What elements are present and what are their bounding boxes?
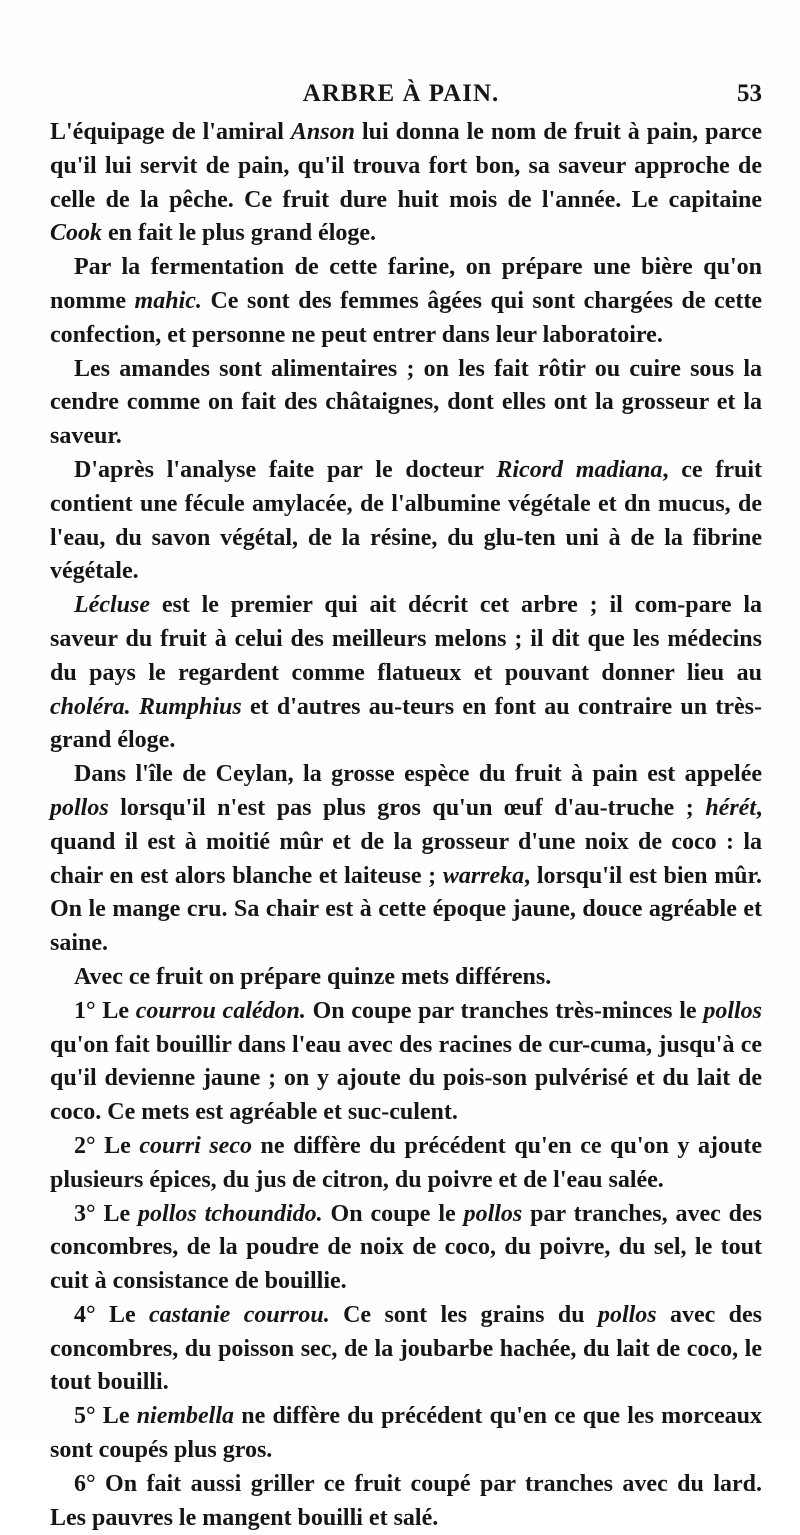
page-body xyxy=(50,116,762,1535)
italic-text: Ricord madiana xyxy=(496,456,663,483)
text-run: 5° Le xyxy=(74,1403,137,1430)
paragraph xyxy=(50,1198,762,1299)
text-run xyxy=(131,694,139,720)
italic-text: Rumphius xyxy=(138,693,242,720)
text-run: , lorsqu'il est bien mûr. On le mange cru. Sa chair est à cette époque jaune, douce agréable et saine. xyxy=(50,862,762,957)
paragraph xyxy=(50,454,762,589)
italic-text: pollos xyxy=(463,1200,523,1227)
text-run: L'équipage de l'amiral xyxy=(50,119,291,145)
italic-text: niembella xyxy=(136,1403,235,1430)
italic-text: courrou calédon. xyxy=(135,997,306,1024)
text-run: par tranches, avec des concombres, de la poudre de noix de coco, du poivre, du sel, le tout cuit à consistance de bouillie. xyxy=(50,1200,763,1295)
text-run: avec des concombres, du poisson sec, de la joubarbe hachée, du lait de coco, le tout bouilli. xyxy=(50,1301,763,1396)
italic-text: Anson xyxy=(290,119,355,145)
text-run: est le premier qui ait décrit cet arbre ; il com-pare la saveur du fruit à celui des meilleurs melons ; il dit que les médecins du pays le regardent comme flatueux et pouvant donner lieu au xyxy=(50,592,762,686)
text-run: 6° On fait aussi griller ce fruit coupé par tranches avec du lard. Les pauvres le mangent bouilli et salé. xyxy=(50,1470,762,1531)
paragraph xyxy=(50,961,762,995)
italic-text: pollos xyxy=(597,1301,657,1328)
text-run: On coupe le xyxy=(322,1200,464,1227)
italic-text: pollos xyxy=(703,997,762,1024)
text-run: ne diffère du précédent qu'en ce qu'on y ajoute plusieurs épices, du jus de citron, du poivre et de l'eau salée. xyxy=(50,1132,762,1193)
italic-text: castanie courrou. xyxy=(149,1301,330,1328)
text-run: 3° Le xyxy=(74,1200,139,1227)
page-header xyxy=(40,80,762,112)
text-run: 4° Le xyxy=(74,1301,149,1328)
paragraph xyxy=(50,589,762,758)
italic-text: mahic. xyxy=(134,287,202,314)
italic-text: choléra. xyxy=(50,693,131,720)
paragraph xyxy=(50,353,762,454)
page-number: 53 xyxy=(737,80,762,107)
paragraph xyxy=(50,1468,762,1535)
text-run: lui donna le nom de fruit à pain, parce qu'il lui servit de pain, qu'il trouva fort bon, sa saveur approche de celle de la pêche. Ce fruit dure huit mois de l'année. Le capitaine xyxy=(50,119,762,213)
running-title: ARBRE À PAIN. xyxy=(302,80,500,107)
text-run: Dans l'île de Ceylan, la grosse espèce du fruit à pain est appelée xyxy=(74,761,762,788)
italic-text: hérét xyxy=(705,794,756,821)
text-run: , ce fruit contient une fécule amylacée, de l'albumine végétale et dn mucus, de l'eau, du savon végétal, de la résine, du glu-ten uni à de la fibrine végétale. xyxy=(50,456,762,585)
paragraph xyxy=(50,758,762,961)
text-run: en fait le plus grand éloge. xyxy=(102,220,377,247)
text-run: Par la fermentation de cette farine, on prépare une bière qu'on nomme xyxy=(50,254,762,314)
paragraph xyxy=(50,1130,762,1198)
italic-text: Lécluse xyxy=(74,592,150,619)
text-run: Ce sont les grains du xyxy=(329,1301,598,1328)
italic-text: warreka xyxy=(442,862,525,889)
paragraph xyxy=(50,251,762,352)
text-run: et d'autres au-teurs en font au contraire un très-grand éloge. xyxy=(50,693,762,754)
text-run: 1° Le xyxy=(74,997,136,1024)
text-run: 2° Le xyxy=(74,1132,140,1159)
text-run: ne diffère du précédent qu'en ce que les morceaux sont coupés plus gros. xyxy=(50,1403,762,1464)
paragraph xyxy=(50,116,762,251)
text-run: D'après l'analyse faite par le docteur xyxy=(74,456,497,483)
italic-text: Cook xyxy=(50,220,103,247)
text-run: qu'on fait bouillir dans l'eau avec des racines de cur-cuma, jusqu'à ce qu'il devienne jaune ; on y ajoute du pois-son pulvérisé et du lait de coco. Ce mets est agréable et suc-culent. xyxy=(50,1031,762,1126)
text-run: Ce sont des femmes âgées qui sont chargées de cette confection, et personne ne peut entrer dans leur laboratoire. xyxy=(50,287,762,348)
italic-text: pollos tchoundido. xyxy=(138,1200,323,1227)
text-run: , quand il est à moitié mûr et de la grosseur d'une noix de coco : la chair en est alors blanche et laiteuse ; xyxy=(50,794,762,889)
italic-text: pollos xyxy=(50,794,109,821)
paragraph xyxy=(50,1400,762,1468)
text-run: Avec ce fruit on prépare quinze mets différens. xyxy=(74,963,552,990)
paragraph xyxy=(50,995,762,1130)
text-run: Les amandes sont alimentaires ; on les fait rôtir ou cuire sous la cendre comme on fait des châtaignes, dont elles ont la grosseur et la saveur. xyxy=(50,355,762,450)
text-run: On coupe par tranches très-minces le xyxy=(305,997,704,1024)
italic-text: courri seco xyxy=(139,1132,252,1159)
paragraph xyxy=(50,1299,762,1400)
text-run: lorsqu'il n'est pas plus gros qu'un œuf d'au-truche ; xyxy=(108,794,706,821)
